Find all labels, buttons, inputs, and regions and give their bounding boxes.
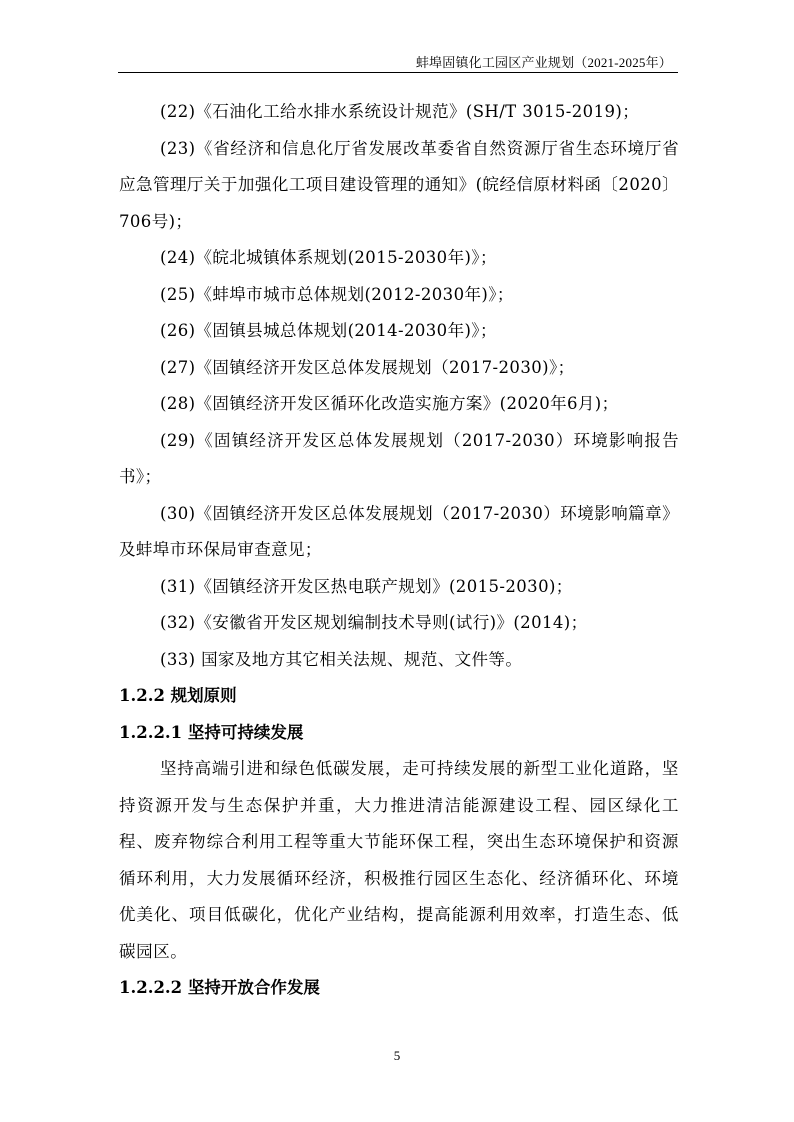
reference-item: (28)《固镇经济开发区循环化改造实施方案》(2020年6月)； <box>160 394 619 413</box>
reference-item: (24)《皖北城镇体系规划(2015-2030年)》； <box>160 248 497 267</box>
subsection-heading: 1.2.2.2 坚持开放合作发展 <box>119 978 320 997</box>
body-paragraph: 坚持高端引进和绿色低碳发展，走可持续发展的新型工业化道路，坚持资源开发与生态保护并重，大力推进清洁能源建设工程、园区绿化工程、废弃物综合利用工程等重大节能环保工程，突出生态环境保护和资源循环利用，大力发展循环经济，积极推行园区生态化、经济循环化、环境优美化、项目低碳化，优化产业结构，提高能源利用效率，打造生态、低碳园区。 <box>119 759 679 961</box>
reference-item: (31)《固镇经济开发区热电联产规划》(2015-2030)； <box>160 576 573 596</box>
reference-item: (25)《蚌埠市城市总体规划(2012-2030年)》； <box>160 284 514 304</box>
page-content <box>119 94 679 1007</box>
reference-item: (30)《固镇经济开发区总体发展规划（2017-2030）环境影响篇章》及蚌埠市环保局审查意见； <box>119 503 679 559</box>
section-heading: 1.2.2 规划原则 <box>119 686 237 705</box>
reference-item: (26)《固镇县城总体规划(2014-2030年)》； <box>160 321 497 340</box>
reference-item: (33) 国家及地方其它相关法规、规范、文件等。 <box>160 649 523 669</box>
page-header: 蚌埠固镇化工园区产业规划（2021-2025年） <box>415 55 672 70</box>
reference-item: (22)《石油化工给水排水系统设计规范》(SH/T 3015-2019)； <box>160 102 640 121</box>
subsection-heading: 1.2.2.1 坚持可持续发展 <box>119 722 304 742</box>
header-divider <box>118 72 678 73</box>
reference-item: (32)《安徽省开发区规划编制技术导则(试行)》(2014)； <box>160 613 588 632</box>
page-number: 5 <box>393 1048 401 1063</box>
reference-item: (27)《固镇经济开发区总体发展规划（2017-2030)》； <box>160 357 575 377</box>
reference-item: (23)《省经济和信息化厅省发展改革委省自然资源厅省生态环境厅省应急管理厅关于加强化工项目建设管理的通知》(皖经信原材料函〔2020〕706号)； <box>119 138 679 231</box>
reference-item: (29)《固镇经济开发区总体发展规划（2017-2030）环境影响报告书》； <box>119 430 679 486</box>
